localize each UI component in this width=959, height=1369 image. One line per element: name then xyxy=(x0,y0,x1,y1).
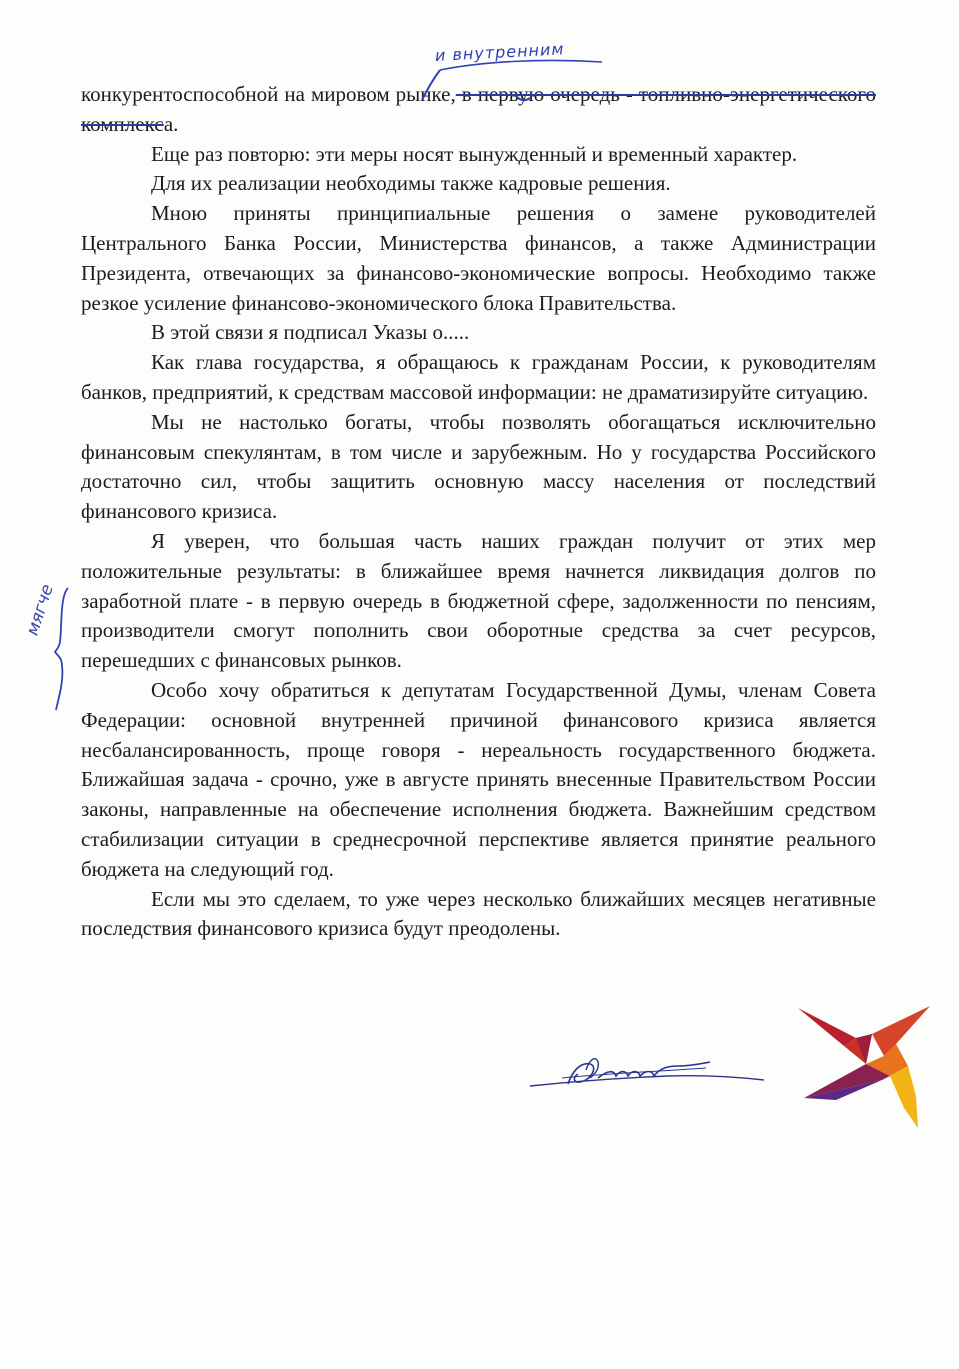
paragraph-1-text: конкурентоспособной на мировом рынке, xyxy=(81,82,456,106)
paragraph-6: Как глава государства, я обращаюсь к гражданам России, к руководителям банков, предприятий, к средствам массовой информации: не драматизируйте ситуацию. xyxy=(81,350,876,404)
paragraph-3: Для их реализации необходимы также кадровые решения. xyxy=(151,171,671,196)
bird-logo-icon xyxy=(796,1004,934,1134)
paragraph-8: Я уверен, что большая часть наших граждан получит от этих мер положительные результаты: в ближайшее время начнется ликвидация долгов по заработной плате - в первую очередь в бюджетной сфере, задолженности по пенсиям, производители смогут пополнить свои оборотные средства за счет ресурсов, перешедших с финансовых рынков. xyxy=(81,528,876,673)
handwritten-insertion: и внутренним xyxy=(434,39,565,65)
paragraph-9: Особо хочу обратиться к депутатам Государственной Думы, членам Совета Федерации: основной внутренней причиной финансового кризиса является несбалансированность, проще говоря - нереальность государственного бюджета. Ближайшая задача - срочно, уже в августе принять внесенные Правительством России законы, направленные на обеспечение исполнения бюджета. Важнейшим средством стабилизации ситуации в среднесрочной перспективе является принятие реального бюджета на следующий год. xyxy=(81,677,876,881)
margin-brace-mark xyxy=(52,586,74,712)
struck-text: в первую очередь - топливно-энергетического комплекс xyxy=(81,82,877,136)
paragraph-1-end: а. xyxy=(163,111,179,136)
paragraph-4: Мною приняты принципиальные решения о замене руководителей Центрального Банка России, Министерства финансов, а также Администрации Президента, отвечающих за финансово-экономические вопросы. Необходимо также резкое усиление финансово-экономического блока Правительства. xyxy=(81,201,876,315)
paragraph-2: Еще раз повторю: эти меры носят вынужденный и временный характер. xyxy=(151,141,798,166)
signature xyxy=(528,1048,768,1098)
paragraph-7: Мы не настолько богаты, чтобы позволять обогащаться исключительно финансовым спекулянтам, в том числе и зарубежным. Но у государства Российского достаточно сил, чтобы защитить основную массу населения от последствий финансового кризиса. xyxy=(81,409,876,524)
handwritten-margin-note: мягче xyxy=(22,581,58,639)
paragraph-10: Если мы это сделаем, то уже через несколько ближайших месяцев негативные последствия финансового кризиса будут преодолены. xyxy=(81,886,876,941)
document-body xyxy=(81,80,876,944)
paragraph-5: В этой связи я подписал Указы о..... xyxy=(151,320,470,345)
